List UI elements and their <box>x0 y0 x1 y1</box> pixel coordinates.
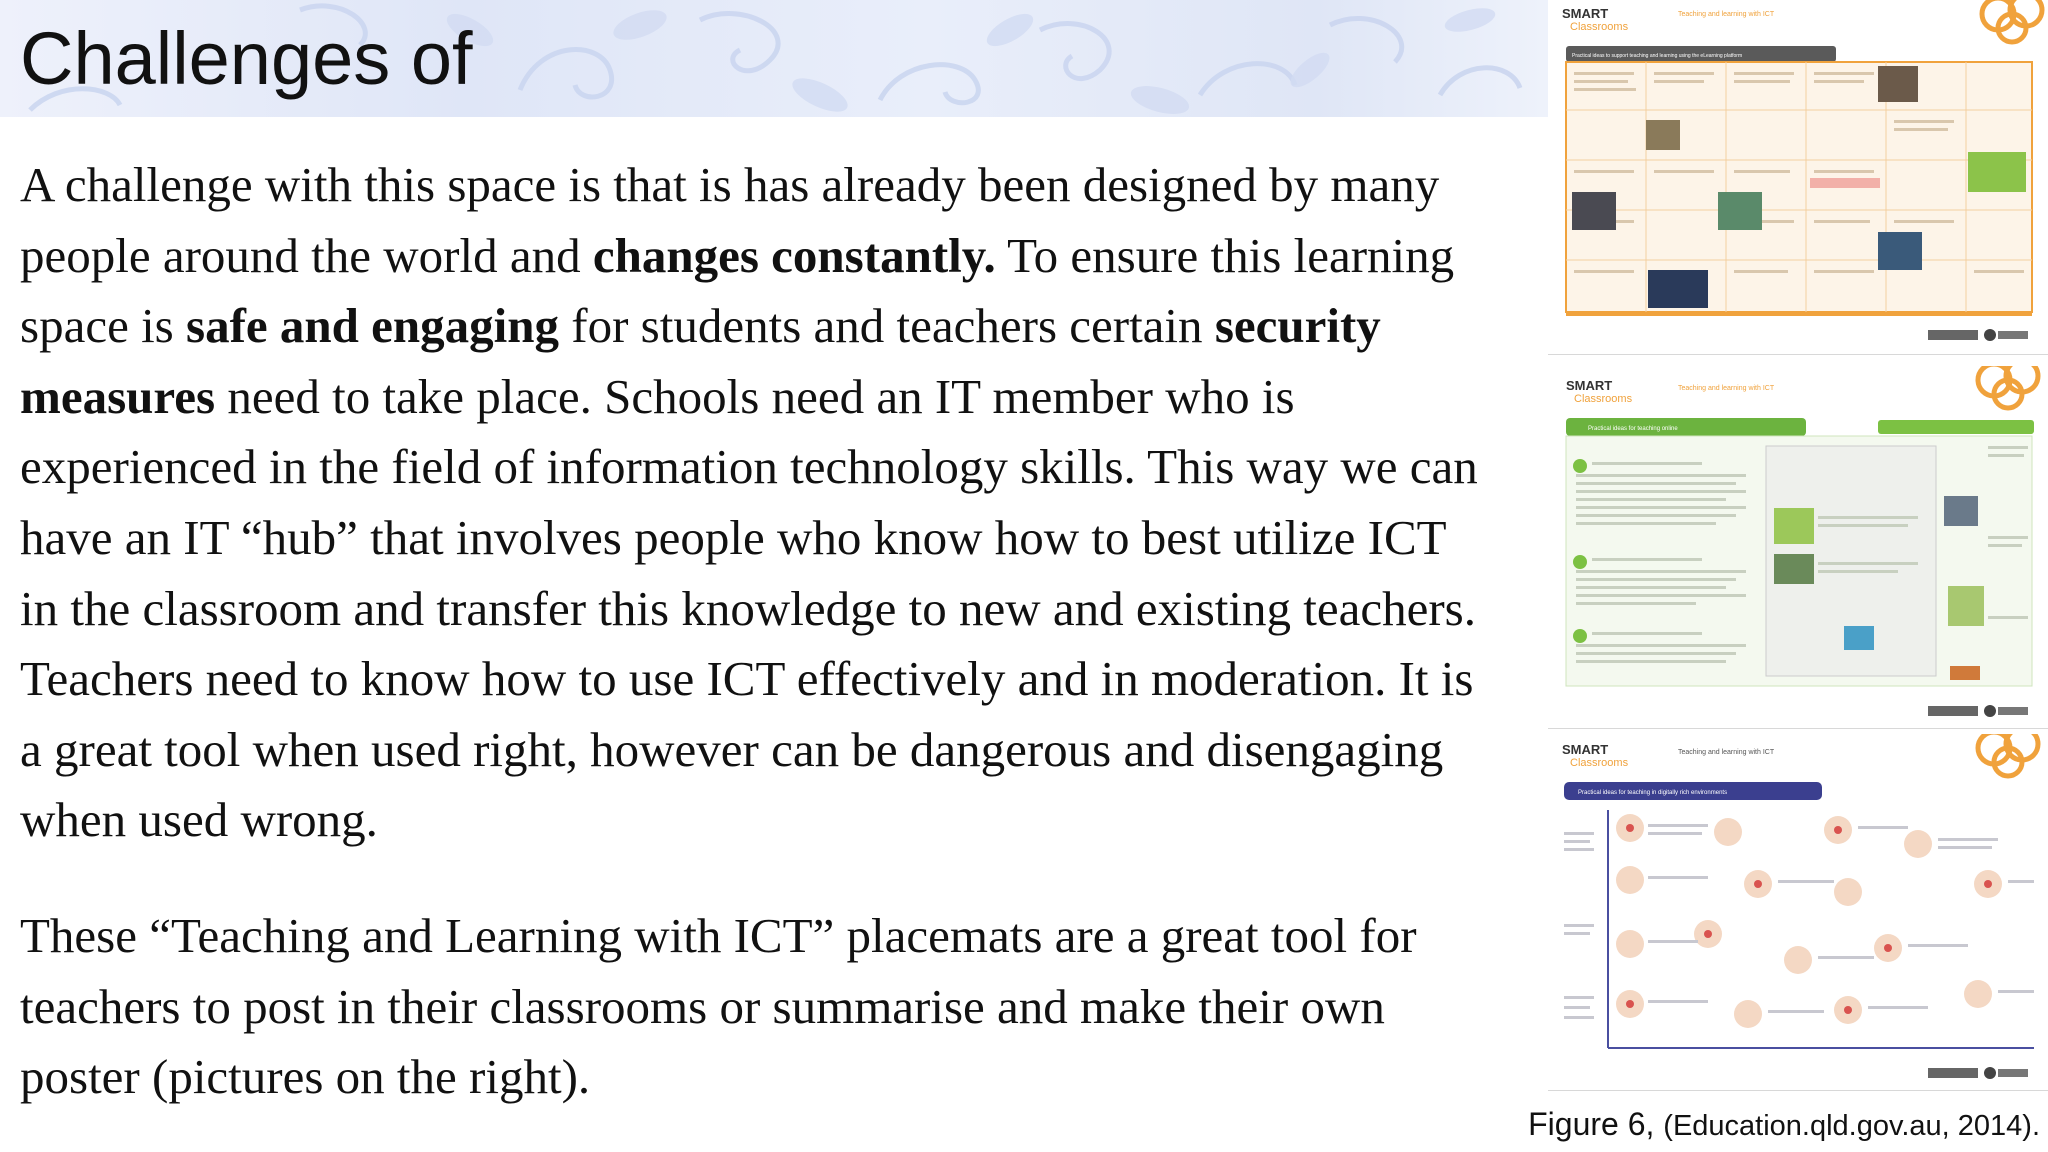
placemat-brand: SMART <box>1566 378 1613 393</box>
title-banner <box>0 0 1548 117</box>
body-text <box>20 150 1480 1113</box>
rings-logo-icon <box>1978 734 2038 776</box>
placemat-banner-text: Practical ideas for teaching online <box>1588 426 1678 432</box>
slide-title: Challenges of <box>20 17 473 100</box>
placemat-subtitle: Teaching and learning with ICT <box>1678 385 1775 392</box>
text-run: need to take place. Schools need an IT member who is experienced in the field of information technology skills. This way we can have an IT “hub” that involves people who know how to best utilize ICT in the classroom and transfer this knowledge to new and existing teachers. Teachers need to know how to use ICT effectively and in moderation. It is a great tool when used right, however can be dangerous and disengaging when used wrong. <box>20 368 1478 848</box>
text-run-bold: security measures <box>20 298 1381 424</box>
placemat-footer-logo <box>1928 330 1978 340</box>
figure-caption <box>1528 1106 2040 1143</box>
text-run-bold: changes constantly. <box>592 227 996 283</box>
paragraph-challenges <box>20 150 1480 856</box>
placemat-footer-logo <box>1928 706 1978 716</box>
text-run-bold: safe and engaging <box>186 298 560 354</box>
placemat-subtitle: Teaching and learning with ICT <box>1678 749 1775 756</box>
text-run: for students and teachers certain <box>559 298 1215 354</box>
placemat-brand-sub: Classrooms <box>1570 21 1629 33</box>
placemat-brand-sub: Classrooms <box>1574 393 1633 405</box>
placemat-banner-text: Practical ideas for teaching in digitally rich environments <box>1578 790 1728 796</box>
placemat-brand-sub: Classrooms <box>1570 757 1629 769</box>
rings-logo-icon <box>1982 0 2042 42</box>
placemat-grid <box>1566 62 2032 312</box>
placemat-image-3 <box>1548 734 2048 1091</box>
text-run: A challenge with this space is that is has already been designed by many people around the world and <box>20 157 1440 283</box>
text-run: To ensure this learning space is <box>20 227 1455 354</box>
placemat-banner-text: Practical ideas to support teaching and learning using the eLearning platform <box>1572 53 1743 59</box>
placemat-image-1 <box>1548 0 2048 355</box>
rings-logo-icon <box>1978 366 2038 408</box>
paragraph-placemats: These “Teaching and Learning with ICT” placemats are a great tool for teachers to post in their classrooms or summarise and make their own poster (pictures on the right). <box>20 907 1417 1105</box>
caption-source: (Education.qld.gov.au, 2014). <box>1663 1110 2040 1142</box>
placemat-brand: SMART <box>1562 6 1609 21</box>
placemat-brand: SMART <box>1562 742 1609 757</box>
placemat-footer-logo <box>1928 1068 1978 1078</box>
caption-prefix: Figure 6, <box>1528 1106 1655 1142</box>
placemat-subtitle: Teaching and learning with ICT <box>1678 11 1775 18</box>
placemat-image-2 <box>1548 366 2048 729</box>
